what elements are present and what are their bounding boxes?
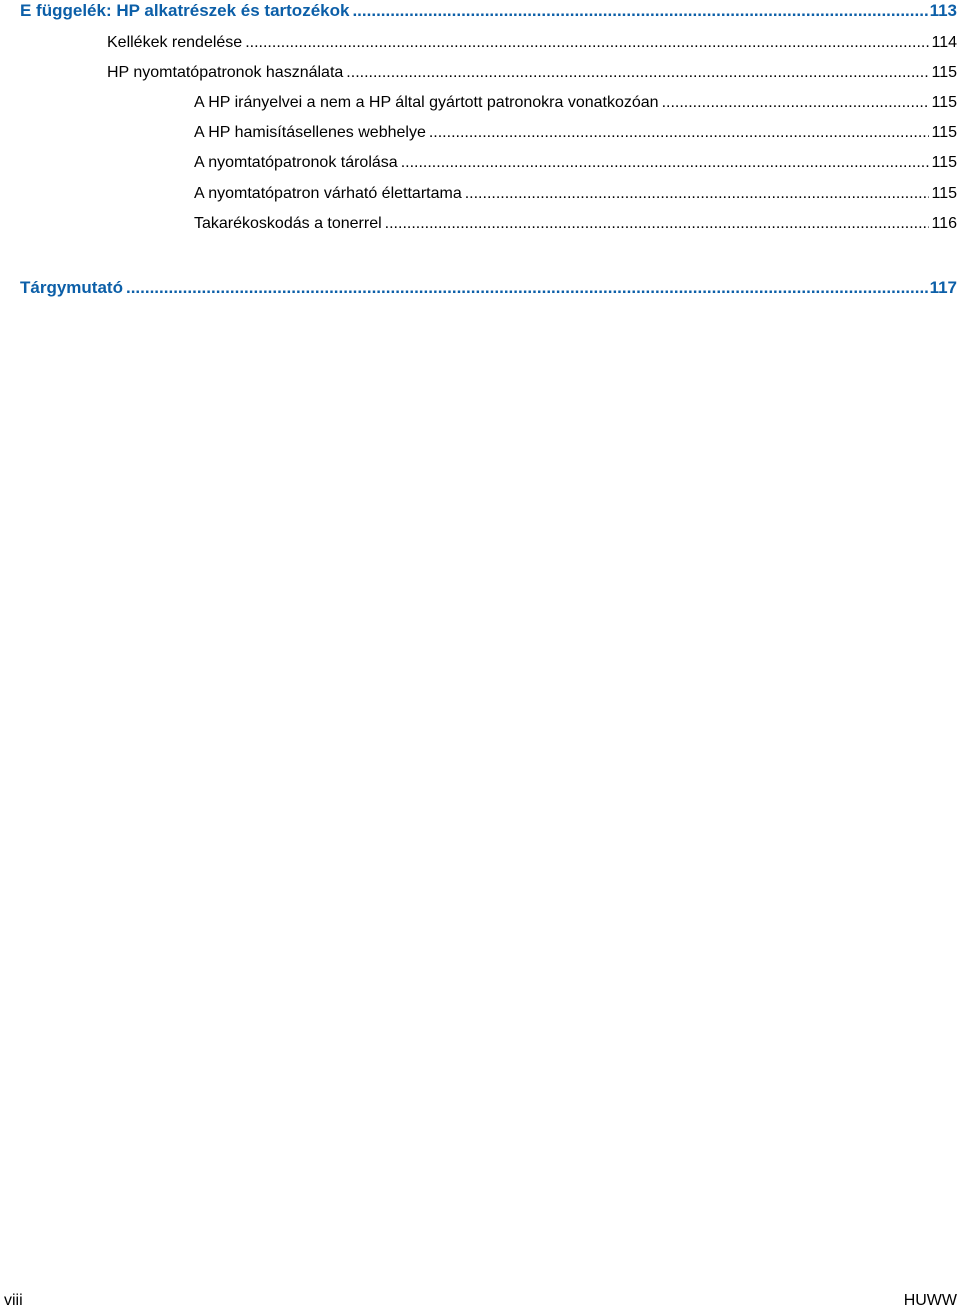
toc-entry-title: Tárgymutató	[20, 278, 123, 297]
toc-entry-title: A nyomtatópatronok tárolása	[194, 154, 398, 171]
toc-entry-title: Kellékek rendelése	[107, 34, 243, 51]
toc-entry-title: A HP hamisításellenes webhelye	[194, 124, 426, 141]
toc-dot-leader	[352, 1, 927, 21]
toc-entry-page: 116	[931, 215, 957, 232]
toc-entry-toner-saving[interactable]	[194, 214, 957, 234]
toc-entry-title: Takarékoskodás a tonerrel	[194, 215, 382, 232]
footer-page-number: viii	[4, 1292, 23, 1309]
toc-entry-index[interactable]	[20, 278, 957, 298]
toc-entry-cartridge-life[interactable]	[194, 184, 957, 204]
toc-entry-supplies[interactable]	[107, 33, 957, 53]
toc-entry-anti-counterfeit[interactable]	[194, 123, 957, 143]
toc-entry-page: 113	[929, 1, 957, 20]
toc-dot-leader	[465, 184, 930, 204]
toc-entry-page: 115	[931, 185, 957, 202]
toc-dot-leader	[126, 278, 928, 298]
toc-dot-leader	[429, 123, 930, 143]
toc-entry-page: 115	[931, 94, 957, 111]
toc-entry-title: A nyomtatópatron várható élettartama	[194, 185, 462, 202]
toc-entry-page: 115	[931, 124, 957, 141]
toc-entry-cartridges[interactable]	[107, 63, 957, 83]
toc-entry-non-hp-policy[interactable]	[194, 93, 957, 113]
toc-entry-title: HP nyomtatópatronok használata	[107, 64, 344, 81]
footer-document-code: HUWW	[903, 1292, 957, 1309]
toc-entry-title: E függelék: HP alkatrészek és tartozékok	[20, 1, 350, 20]
toc-entry-appendix-e[interactable]	[20, 1, 957, 21]
toc-entry-cartridge-storage[interactable]	[194, 153, 957, 173]
toc-dot-leader	[401, 153, 930, 173]
toc-entry-page: 115	[931, 154, 957, 171]
toc-entry-page: 114	[931, 34, 957, 51]
toc-entry-title: A HP irányelvei a nem a HP által gyártott patronokra vonatkozóan	[194, 94, 659, 111]
toc-entry-page: 115	[931, 64, 957, 81]
toc-dot-leader	[346, 63, 929, 83]
toc-dot-leader	[385, 214, 930, 234]
toc-dot-leader	[245, 33, 929, 53]
toc-dot-leader	[662, 93, 930, 113]
toc-entry-page: 117	[929, 278, 957, 297]
